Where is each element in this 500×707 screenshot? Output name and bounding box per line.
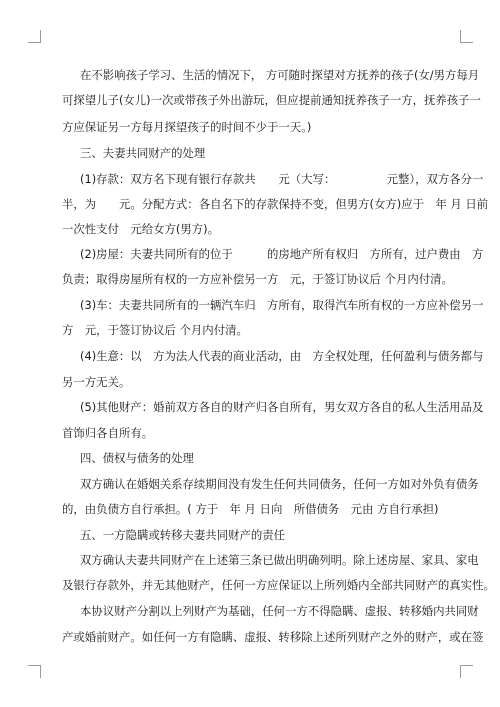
section-heading: 四、债权与债务的处理 xyxy=(80,451,194,465)
paragraph-line: 方应保证另一方每月探望孩子的时间不少于一天。) xyxy=(62,120,312,134)
paragraph-line: 半，为 元。分配方式：各自名下的存款保持不变，但男方(女方)应于 年 月 日前 xyxy=(62,197,489,211)
paragraph-line: 首饰归各自所有。 xyxy=(62,426,154,440)
paragraph-line: 的，由负债方自行承担。( 方于 年 月 日向 所借债务 元由 方自行承担) xyxy=(62,502,439,516)
paragraph-line: 另一方无关。 xyxy=(62,375,131,389)
paragraph-line: 在不影响孩子学习、生活的情况下， 方可随时探望对方抚养的孩子(女/男方每月 xyxy=(80,68,480,82)
paragraph-line: 本协议财产分割以上列财产为基础，任何一方不得隐瞒、虚报、转移婚内共同财 xyxy=(80,604,479,618)
section-heading: 五、一方隐瞒或转移夫妻共同财产的责任 xyxy=(80,528,286,542)
paragraph-line: (1)存款：双方名下现有银行存款共 元（大写： 元整），双方各分一 xyxy=(80,172,484,186)
paragraph-line: 负责；取得房屋所有权的一方应补偿另一方 元，于签订协议后 个月内付清。 xyxy=(62,272,453,286)
paragraph-line: 双方确认夫妻共同财产在上述第三条已做出明确列明。除上述房屋、家具、家电 xyxy=(80,553,479,567)
crop-mark-top-left xyxy=(28,30,41,43)
crop-mark-bottom-right xyxy=(460,665,473,678)
crop-mark-top-right xyxy=(460,30,473,43)
crop-mark-bottom-left xyxy=(28,665,41,678)
paragraph-line: 双方确认在婚姻关系存续期间没有发生任何共同债务，任何一方如对外负有债务 xyxy=(80,477,479,491)
paragraph-line: (3)车：夫妻共同所有的一辆汽车归 方所有，取得汽车所有权的一方应补偿另一 xyxy=(80,298,484,312)
section-heading: 三、夫妻共同财产的处理 xyxy=(80,146,206,160)
paragraph-line: 及银行存款外，并无其他财产，任何一方应保证以上所列婚内全部共同财产的真实性。 xyxy=(62,578,495,592)
paragraph-line: 产或婚前财产。如任何一方有隐瞒、虚报、转移除上述所列财产之外的财产，或在签 xyxy=(62,630,484,644)
paragraph-line: (5)其他财产：婚前双方各自的财产归各自所有，男女双方各自的私人生活用品及 xyxy=(80,400,484,414)
paragraph-line: 可探望儿子(女儿)一次或带孩子外出游玩，但应提前通知抚养孩子一方，抚养孩子一 xyxy=(62,93,481,107)
paragraph-line: (4)生意：以 方为法人代表的商业活动，由 方全权处理，任何盈利与债务都与 xyxy=(80,349,484,363)
paragraph-line: (2)房屋：夫妻共同所有的位于 的房地产所有权归 方所有，过户费由 方 xyxy=(80,247,484,261)
paragraph-line: 方 元，于签订协议后 个月内付清。 xyxy=(62,323,248,337)
paragraph-line: 一次性支付 元给女方(男方)。 xyxy=(62,222,219,236)
